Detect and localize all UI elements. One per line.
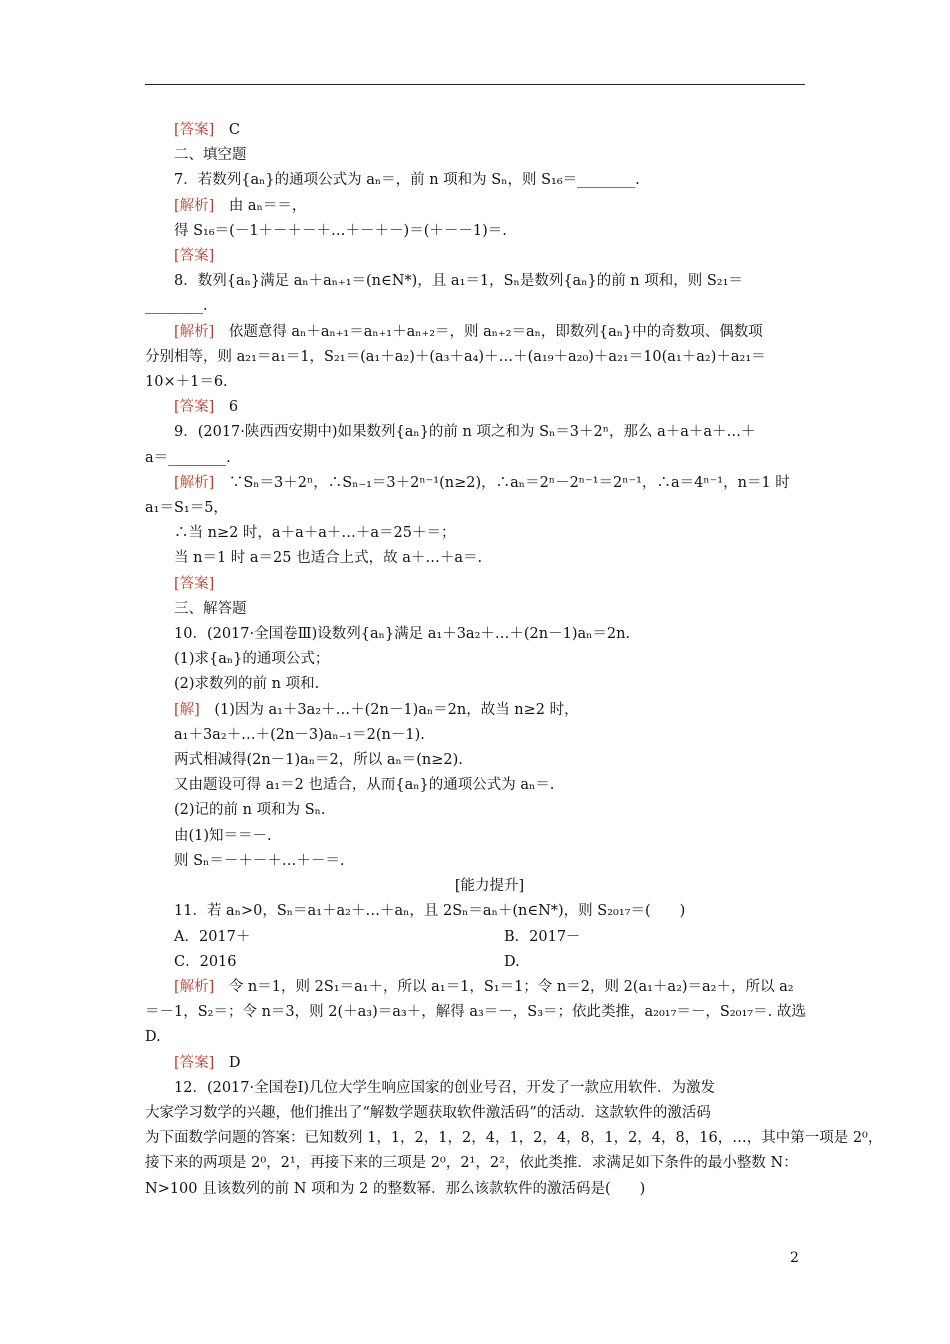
line-text: 三、解答题	[174, 600, 247, 617]
line-text: 6	[214, 399, 239, 416]
line-text: 大家学习数学的兴趣，他们推出了“解数学题获取软件激活码”的活动．这款软件的激活码	[145, 1104, 711, 1121]
line-text: 当 n＝1 时 a＝25 也适合上式，故 a＋…＋a＝.	[174, 550, 483, 567]
line-text: D.	[145, 1029, 161, 1046]
text-line	[145, 647, 805, 672]
line-text: 由(1)知＝＝－.	[174, 827, 272, 844]
choice-option: D.	[504, 953, 520, 970]
line-text: 又由题设可得 a₁＝2 也适合，从而{aₙ}的通项公式为 aₙ＝.	[174, 777, 555, 794]
line-text: 分别相等，则 a₂₁＝a₁＝1，S₂₁＝(a₁＋a₂)＋(a₃＋a₄)＋…＋(a₁₉＋a₂₀)＋a₂₁＝10(a₁＋a₂)＋a₂₁＝	[145, 348, 766, 365]
header-rule	[145, 84, 805, 85]
text-line	[145, 446, 805, 471]
text-line	[145, 320, 805, 345]
text-line	[145, 597, 805, 622]
text-line	[145, 1076, 805, 1101]
text-line	[145, 496, 805, 521]
line-text: ＝－1，S₂＝；令 n＝3，则 2(＋a₃)＝a₃＋，解得 a₃＝－，S₃＝；依此类推，a₂₀₁₇＝－，S₂₀₁₇＝. 故选	[145, 1004, 806, 1021]
line-text: (1)求{aₙ}的通项公式；	[174, 651, 330, 668]
line-text: [能力提升]	[454, 878, 525, 895]
choice-option: A．2017＋	[174, 928, 251, 945]
line-text: 则 Sₙ＝－＋－＋…＋－＝.	[174, 852, 345, 869]
line-text: (1)因为 a₁＋3a₂＋…＋(2n－1)aₙ＝2n，故当 n≥2 时，	[199, 701, 579, 718]
line-text: a₁＝S₁＝5，	[145, 500, 228, 517]
line-text: D	[214, 1054, 241, 1071]
answer-tag: [解析]	[174, 474, 215, 491]
text-line	[145, 1151, 805, 1176]
answer-tag: [解析]	[174, 197, 215, 214]
choice-option: B．2017－	[504, 928, 581, 945]
line-text: 依题意得 aₙ＋aₙ₊₁＝aₙ₊₁＋aₙ₊₂＝，则 aₙ₊₂＝aₙ，即数列{aₙ}中的奇数项、偶数项	[214, 323, 763, 340]
line-text: 10．(2017·全国卷Ⅲ)设数列{aₙ}满足 a₁＋3a₂＋…＋(2n－1)aₙ＝2n.	[174, 626, 631, 643]
answer-tag: [解析]	[174, 323, 215, 340]
text-line	[145, 975, 805, 1000]
line-text: ∴当 n≥2 时，a＋a＋a＋…＋a＝25＋＝；	[174, 525, 456, 542]
line-text: 8．数列{aₙ}满足 aₙ＋aₙ₊₁＝(n∈N*)，且 a₁＝1，Sₙ是数列{aₙ}的前 n 项和，则 S₂₁＝	[174, 273, 743, 290]
text-line	[145, 194, 805, 219]
line-text: 12．(2017·全国卷Ⅰ)几位大学生响应国家的创业号召，开发了一款应用软件．为激发	[174, 1079, 715, 1096]
text-line	[145, 698, 805, 723]
text-line	[145, 1051, 805, 1076]
line-text: a＝________.	[145, 449, 231, 466]
text-line	[145, 345, 805, 370]
text-line	[145, 1177, 805, 1202]
text-line	[145, 824, 805, 849]
line-text: 11．若 aₙ>0，Sₙ＝a₁＋a₂＋…＋aₙ，且 2Sₙ＝aₙ＋(n∈N*)，则 S₂₀₁₇＝( )	[174, 903, 686, 920]
page-number: 2	[790, 1250, 799, 1266]
line-text: 10×＋1＝6.	[145, 374, 228, 391]
answer-tag: [答案]	[174, 248, 215, 265]
line-text: 两式相减得(2n－1)aₙ＝2，所以 aₙ＝(n≥2).	[174, 752, 463, 769]
text-line	[145, 168, 805, 193]
answer-tag: [答案]	[174, 575, 215, 592]
line-text: C	[214, 122, 240, 138]
text-line	[145, 723, 805, 748]
line-text: 令 n＝1，则 2S₁＝a₁＋，所以 a₁＝1，S₁＝1；令 n＝2，则 2(a₁＋a₂)＝a₂＋，所以 a₂	[214, 978, 794, 995]
text-line	[145, 622, 805, 647]
text-line	[145, 899, 805, 924]
text-line	[145, 1025, 805, 1050]
text-line	[145, 294, 805, 319]
line-text: 二、填空题	[174, 147, 247, 164]
text-line	[145, 572, 805, 597]
text-line	[145, 1126, 883, 1151]
text-line	[145, 244, 805, 269]
line-text: ________.	[145, 298, 208, 315]
text-line	[145, 219, 805, 244]
answer-tag: [解析]	[174, 978, 215, 995]
text-line	[145, 1101, 805, 1126]
line-text: 得 S₁₆＝(－1＋－＋－＋…＋－＋－)＝(＋－－1)＝.	[174, 222, 507, 239]
document-body	[145, 118, 883, 1202]
line-text: 7．若数列{aₙ}的通项公式为 aₙ＝，前 n 项和为 Sₙ，则 S₁₆＝________.	[174, 172, 640, 189]
line-text: (2)记的前 n 项和为 Sₙ.	[174, 802, 326, 819]
text-line	[145, 1000, 805, 1025]
choice-option: C．2016	[174, 953, 237, 970]
line-text: 为下面数学问题的答案：已知数列 1，1，2，1，2，4，1，2，4，8，1，2，4，8，16，…，其中第一项是 2⁰，	[145, 1130, 883, 1147]
text-line	[145, 471, 805, 496]
text-line	[145, 521, 805, 546]
text-line	[145, 672, 805, 697]
text-line	[145, 773, 805, 798]
text-line	[145, 874, 805, 899]
answer-tag: [答案]	[174, 1054, 215, 1071]
text-line	[145, 118, 805, 143]
text-line	[145, 269, 805, 294]
text-line	[145, 395, 805, 420]
text-line	[145, 798, 805, 823]
answer-tag: [解]	[174, 701, 200, 718]
option-row	[145, 950, 805, 975]
text-line	[145, 546, 805, 571]
line-text: 接下来的两项是 2⁰，2¹，再接下来的三项是 2⁰，2¹，2²，依此类推．求满足如下条件的最小整数 N：	[145, 1155, 798, 1172]
text-line	[145, 143, 805, 168]
line-text: (2)求数列的前 n 项和.	[174, 676, 320, 693]
text-line	[145, 420, 805, 445]
line-text: 9．(2017·陕西西安期中)如果数列{aₙ}的前 n 项之和为 Sₙ＝3＋2ⁿ，那么 a＋a＋a＋…＋	[174, 424, 756, 441]
line-text: ∵Sₙ＝3＋2ⁿ，∴Sₙ₋₁＝3＋2ⁿ⁻¹(n≥2)，∴aₙ＝2ⁿ－2ⁿ⁻¹＝2ⁿ⁻¹，∴a＝4ⁿ⁻¹，n＝1 时	[214, 474, 790, 491]
line-text: 由 aₙ＝＝，	[214, 197, 307, 214]
answer-tag: [答案]	[174, 399, 215, 416]
answer-tag: [答案]	[174, 122, 215, 138]
option-row	[145, 925, 805, 950]
line-text: a₁＋3a₂＋…＋(2n－3)aₙ₋₁＝2(n－1).	[174, 726, 425, 743]
text-line	[145, 849, 805, 874]
text-line	[145, 748, 805, 773]
text-line	[145, 370, 805, 395]
line-text: N>100 且该数列的前 N 项和为 2 的整数幂．那么该款软件的激活码是( )	[145, 1180, 646, 1197]
